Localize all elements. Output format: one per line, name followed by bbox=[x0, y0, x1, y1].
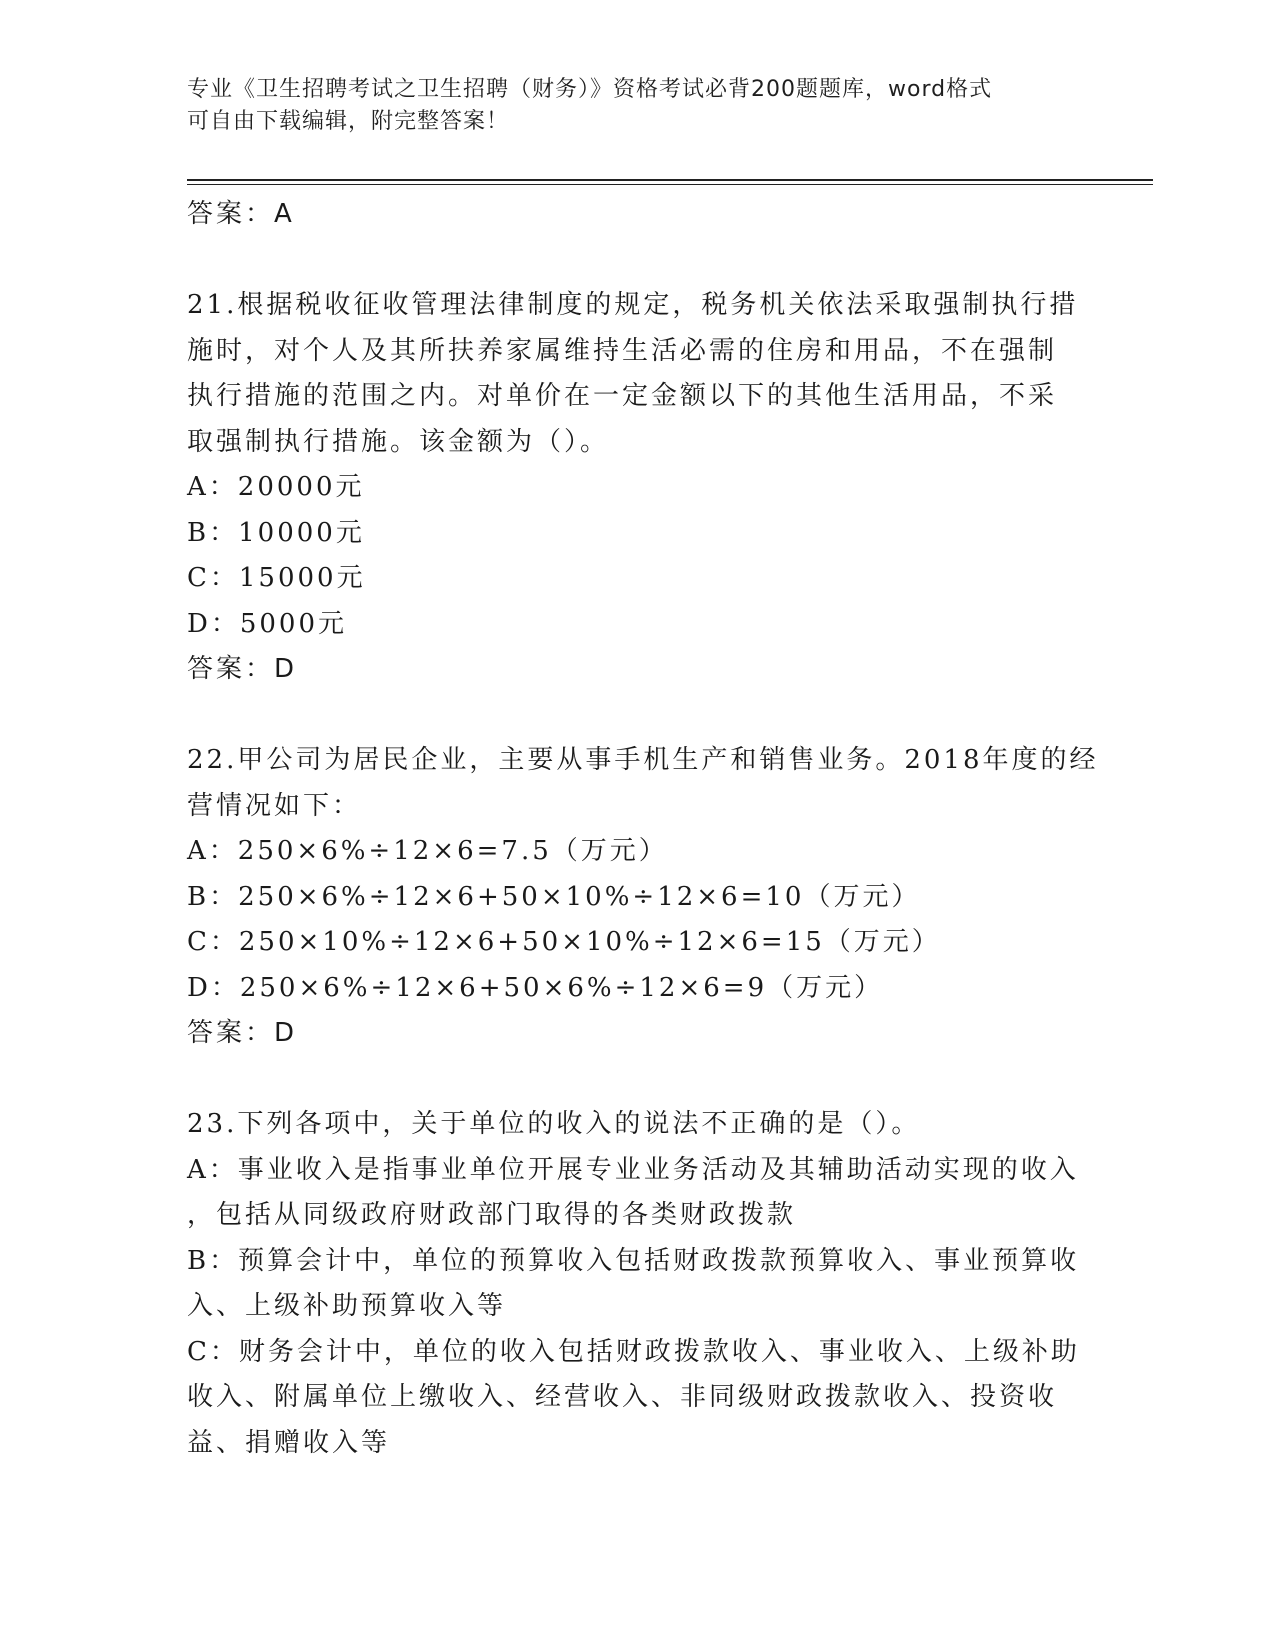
option-c: C：250×10%÷12×6+50×10%÷12×6=15（万元） bbox=[187, 927, 941, 957]
question-stem-line: 22.甲公司为居民企业，主要从事手机生产和销售业务。2018年度的经 bbox=[187, 745, 1099, 775]
option-b-continued: 入、上级补助预算收入等 bbox=[187, 1291, 507, 1321]
spacer bbox=[187, 238, 1087, 284]
option-b: B：10000元 bbox=[187, 517, 365, 548]
header-rule-thin bbox=[187, 184, 1153, 185]
option-d: D：5000元 bbox=[187, 608, 348, 639]
option-c: C：15000元 bbox=[187, 563, 366, 593]
question-stem-line: 施时，对个人及其所扶养家属维持生活必需的住房和用品，不在强制 bbox=[187, 335, 1058, 366]
option-c: C：财务会计中，单位的收入包括财政拨款收入、事业收入、上级补助 bbox=[187, 1336, 1080, 1367]
option-c-continued: 益、捐赠收入等 bbox=[187, 1427, 391, 1458]
option-a: A：250×6%÷12×6=7.5（万元） bbox=[187, 836, 668, 866]
question-content bbox=[187, 192, 1099, 1466]
header-line-2: 可自由下载编辑，附完整答案！ bbox=[187, 109, 510, 134]
header-line-1: 专业《卫生招聘考试之卫生招聘（财务）》资格考试必背200题题库，word格式 bbox=[187, 77, 993, 102]
spacer bbox=[187, 1057, 1087, 1103]
question-stem-line: 23.下列各项中，关于单位的收入的说法不正确的是（）。 bbox=[187, 1109, 921, 1139]
option-a: A：20000元 bbox=[187, 472, 365, 502]
option-b: B：250×6%÷12×6+50×10%÷12×6=10（万元） bbox=[187, 881, 921, 912]
question-stem-line: 执行措施的范围之内。对单价在一定金额以下的其他生活用品，不采 bbox=[187, 381, 1058, 411]
page-header bbox=[187, 74, 1087, 138]
question-stem-line: 取强制执行措施。该金额为（）。 bbox=[187, 426, 610, 457]
option-a-continued: ，包括从同级政府财政部门取得的各类财政拨款 bbox=[187, 1200, 797, 1230]
question-stem-line: 营情况如下： bbox=[187, 790, 362, 821]
answer-label: 答案：D bbox=[187, 1018, 298, 1048]
answer-label: 答案：D bbox=[187, 654, 298, 684]
option-c-continued: 收入、附属单位上缴收入、经营收入、非同级财政拨款收入、投资收 bbox=[187, 1382, 1058, 1412]
option-d: D：250×6%÷12×6+50×6%÷12×6=9（万元） bbox=[187, 972, 884, 1003]
option-a: A：事业收入是指事业单位开展专业业务活动及其辅助活动实现的收入 bbox=[187, 1154, 1079, 1185]
spacer bbox=[187, 693, 1087, 739]
question-block-22 bbox=[187, 738, 1099, 1057]
previous-answer: 答案：A bbox=[187, 199, 295, 229]
question-block-21 bbox=[187, 283, 1087, 693]
question-stem-line: 21.根据税收征收管理法律制度的规定，税务机关依法采取强制执行措 bbox=[187, 290, 1079, 320]
option-b: B：预算会计中，单位的预算收入包括财政拨款预算收入、事业预算收 bbox=[187, 1245, 1080, 1276]
question-block-23 bbox=[187, 1102, 1087, 1466]
header-rule-thick bbox=[187, 179, 1153, 181]
